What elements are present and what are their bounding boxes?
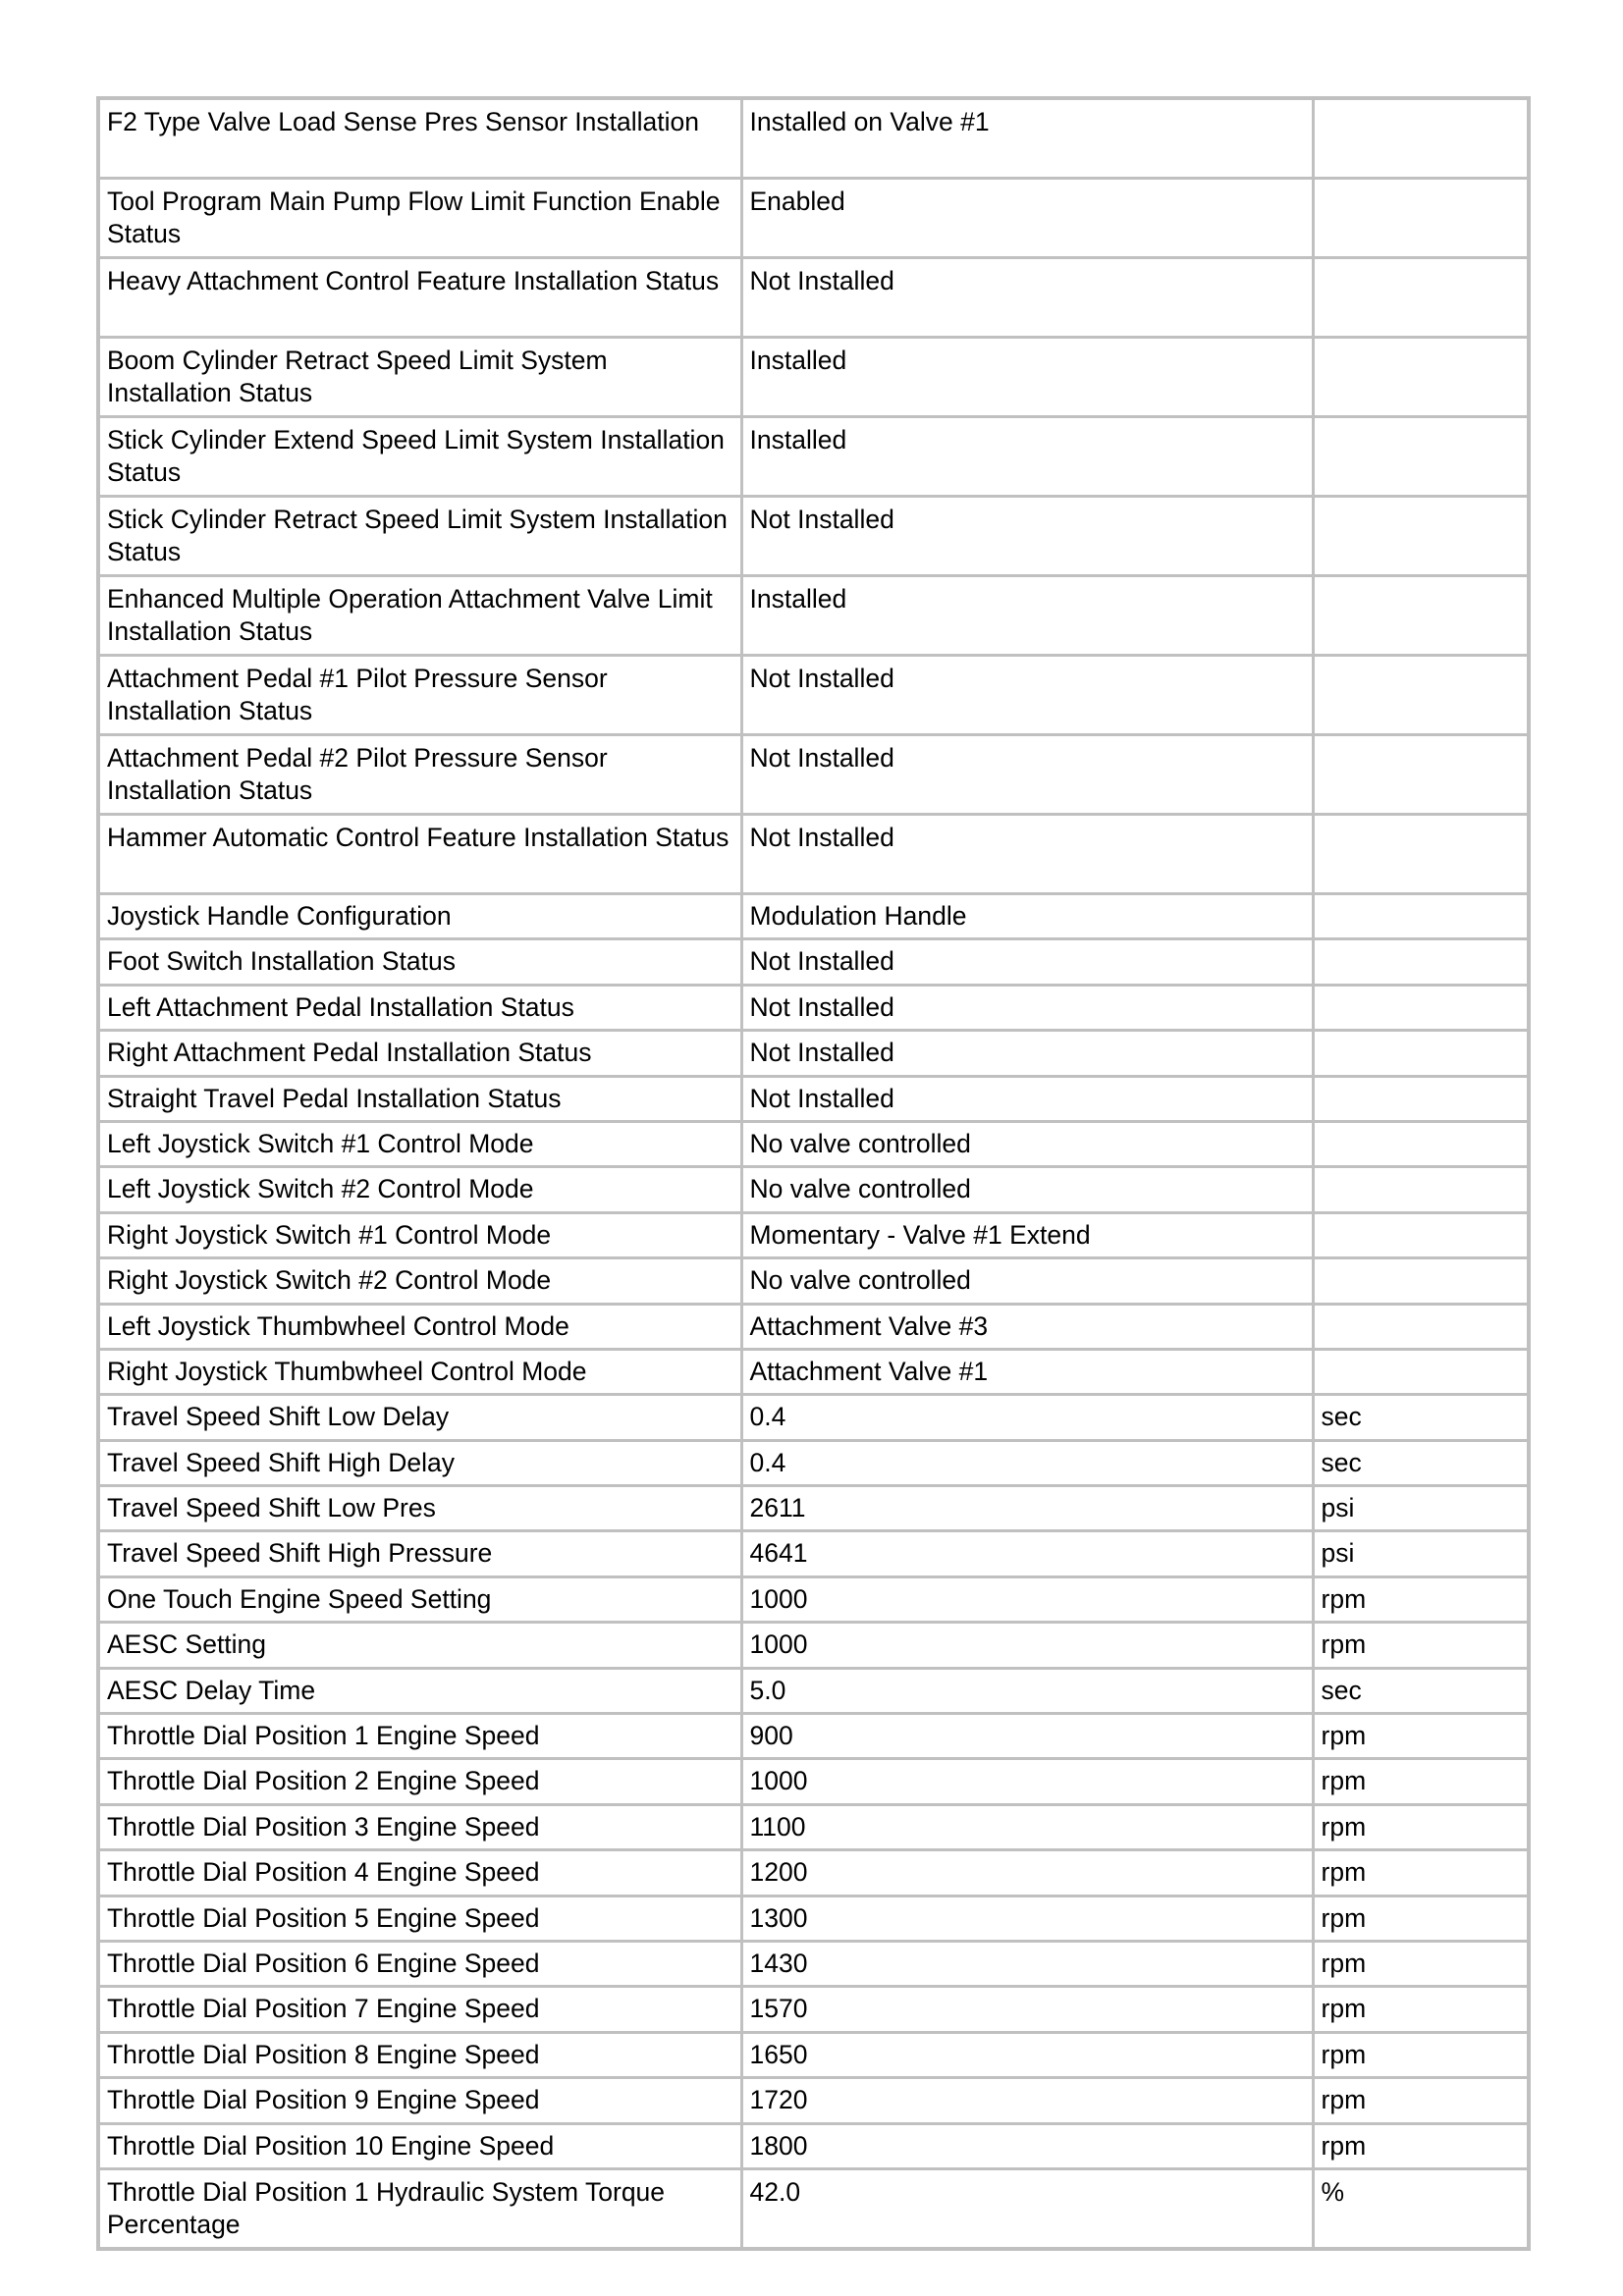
- parameter-value: 2611: [741, 1486, 1313, 1531]
- parameter-unit: [1313, 258, 1529, 338]
- parameter-name: Tool Program Main Pump Flow Limit Function Enable Status: [98, 179, 741, 258]
- table-row: [98, 656, 1529, 735]
- parameter-unit: [1313, 1304, 1529, 1349]
- parameter-name: Straight Travel Pedal Installation Status: [98, 1076, 741, 1121]
- parameter-value: Momentary - Valve #1 Extend: [741, 1212, 1313, 1257]
- parameter-unit: [1313, 735, 1529, 815]
- table-row: [98, 1121, 1529, 1166]
- parameter-value: 900: [741, 1714, 1313, 1759]
- table-row: [98, 1304, 1529, 1349]
- parameter-value: No valve controlled: [741, 1121, 1313, 1166]
- parameter-unit: psi: [1313, 1486, 1529, 1531]
- parameter-unit: sec: [1313, 1440, 1529, 1485]
- table-row: [98, 1031, 1529, 1076]
- table-row: [98, 417, 1529, 497]
- parameter-unit: [1313, 1349, 1529, 1394]
- parameter-name: Throttle Dial Position 9 Engine Speed: [98, 2078, 741, 2123]
- parameter-name: Travel Speed Shift Low Pres: [98, 1486, 741, 1531]
- table-row: [98, 1440, 1529, 1485]
- parameter-name: Hammer Automatic Control Feature Installation Status: [98, 815, 741, 894]
- table-row: [98, 2032, 1529, 2077]
- parameter-name: One Touch Engine Speed Setting: [98, 1576, 741, 1622]
- parameter-unit: [1313, 576, 1529, 656]
- parameter-unit: [1313, 179, 1529, 258]
- parameter-name: Throttle Dial Position 4 Engine Speed: [98, 1850, 741, 1896]
- parameter-unit: rpm: [1313, 2032, 1529, 2077]
- parameter-unit: [1313, 98, 1529, 179]
- parameter-name: Right Joystick Switch #2 Control Mode: [98, 1258, 741, 1304]
- parameter-unit: [1313, 656, 1529, 735]
- table-row: [98, 1258, 1529, 1304]
- table-row: [98, 1896, 1529, 1941]
- parameter-unit: [1313, 939, 1529, 985]
- table-row: [98, 497, 1529, 576]
- parameter-name: Throttle Dial Position 10 Engine Speed: [98, 2123, 741, 2168]
- parameter-name: Throttle Dial Position 6 Engine Speed: [98, 1941, 741, 1986]
- parameter-unit: [1313, 894, 1529, 939]
- parameter-name: Left Attachment Pedal Installation Status: [98, 985, 741, 1030]
- parameter-name: Right Joystick Switch #1 Control Mode: [98, 1212, 741, 1257]
- parameter-value: Modulation Handle: [741, 894, 1313, 939]
- parameter-name: Travel Speed Shift Low Delay: [98, 1395, 741, 1440]
- parameter-value: 1000: [741, 1623, 1313, 1668]
- parameter-value: 1430: [741, 1941, 1313, 1986]
- parameter-unit: [1313, 1076, 1529, 1121]
- parameter-unit: sec: [1313, 1395, 1529, 1440]
- parameter-unit: [1313, 1121, 1529, 1166]
- table-row: [98, 2123, 1529, 2168]
- table-row: [98, 1987, 1529, 2032]
- parameter-name: AESC Delay Time: [98, 1668, 741, 1713]
- parameter-unit: sec: [1313, 1668, 1529, 1713]
- table-row: [98, 1804, 1529, 1849]
- parameter-unit: [1313, 417, 1529, 497]
- table-row: [98, 1850, 1529, 1896]
- parameter-name: Right Joystick Thumbwheel Control Mode: [98, 1349, 741, 1394]
- parameter-name: Left Joystick Thumbwheel Control Mode: [98, 1304, 741, 1349]
- parameter-name: F2 Type Valve Load Sense Pres Sensor Installation: [98, 98, 741, 179]
- table-row: [98, 939, 1529, 985]
- parameter-unit: rpm: [1313, 1759, 1529, 1804]
- parameter-unit: rpm: [1313, 1576, 1529, 1622]
- parameter-value: 1570: [741, 1987, 1313, 2032]
- table-row: [98, 1486, 1529, 1531]
- parameter-value: Installed: [741, 576, 1313, 656]
- parameter-value: Not Installed: [741, 735, 1313, 815]
- table-row: [98, 1395, 1529, 1440]
- parameter-name: Heavy Attachment Control Feature Installation Status: [98, 258, 741, 338]
- parameter-unit: psi: [1313, 1531, 1529, 1576]
- table-row: [98, 2168, 1529, 2249]
- parameter-name: Enhanced Multiple Operation Attachment Valve Limit Installation Status: [98, 576, 741, 656]
- table-row: [98, 735, 1529, 815]
- parameter-name: Foot Switch Installation Status: [98, 939, 741, 985]
- parameter-name: Throttle Dial Position 1 Engine Speed: [98, 1714, 741, 1759]
- table-row: [98, 1668, 1529, 1713]
- parameter-value: Not Installed: [741, 497, 1313, 576]
- table-row: [98, 576, 1529, 656]
- parameter-value: 1720: [741, 2078, 1313, 2123]
- parameter-value: Not Installed: [741, 1031, 1313, 1076]
- parameter-value: 0.4: [741, 1395, 1313, 1440]
- parameter-unit: rpm: [1313, 1896, 1529, 1941]
- table-row: [98, 1167, 1529, 1212]
- parameter-name: Boom Cylinder Retract Speed Limit System Installation Status: [98, 338, 741, 417]
- parameter-name: Throttle Dial Position 1 Hydraulic System Torque Percentage: [98, 2168, 741, 2249]
- parameter-unit: rpm: [1313, 2123, 1529, 2168]
- parameter-value: Not Installed: [741, 1076, 1313, 1121]
- parameter-value: 5.0: [741, 1668, 1313, 1713]
- parameter-value: 0.4: [741, 1440, 1313, 1485]
- table-row: [98, 1941, 1529, 1986]
- parameter-unit: [1313, 497, 1529, 576]
- parameter-name: Throttle Dial Position 3 Engine Speed: [98, 1804, 741, 1849]
- parameter-value: 4641: [741, 1531, 1313, 1576]
- parameter-value: Enabled: [741, 179, 1313, 258]
- parameter-value: 1200: [741, 1850, 1313, 1896]
- table-row: [98, 894, 1529, 939]
- parameter-name: Throttle Dial Position 7 Engine Speed: [98, 1987, 741, 2032]
- parameter-unit: [1313, 1212, 1529, 1257]
- parameter-value: Installed on Valve #1: [741, 98, 1313, 179]
- parameter-name: Right Attachment Pedal Installation Status: [98, 1031, 741, 1076]
- parameter-unit: rpm: [1313, 1714, 1529, 1759]
- parameter-value: 42.0: [741, 2168, 1313, 2249]
- table-row: [98, 179, 1529, 258]
- parameter-unit: rpm: [1313, 1623, 1529, 1668]
- parameter-value: 1000: [741, 1576, 1313, 1622]
- parameter-unit: [1313, 1258, 1529, 1304]
- table-row: [98, 1212, 1529, 1257]
- parameter-unit: rpm: [1313, 1987, 1529, 2032]
- parameter-unit: %: [1313, 2168, 1529, 2249]
- table-row: [98, 1531, 1529, 1576]
- table-row: [98, 1576, 1529, 1622]
- parameter-unit: [1313, 338, 1529, 417]
- parameter-value: Not Installed: [741, 258, 1313, 338]
- parameter-value: 1000: [741, 1759, 1313, 1804]
- parameter-name: Stick Cylinder Extend Speed Limit System Installation Status: [98, 417, 741, 497]
- parameter-name: Throttle Dial Position 8 Engine Speed: [98, 2032, 741, 2077]
- parameter-value: Not Installed: [741, 656, 1313, 735]
- parameter-unit: rpm: [1313, 1804, 1529, 1849]
- parameter-unit: rpm: [1313, 1941, 1529, 1986]
- parameter-value: Attachment Valve #3: [741, 1304, 1313, 1349]
- table-row: [98, 1623, 1529, 1668]
- parameter-value: 1100: [741, 1804, 1313, 1849]
- parameter-name: Stick Cylinder Retract Speed Limit System Installation Status: [98, 497, 741, 576]
- parameter-unit: [1313, 985, 1529, 1030]
- parameter-unit: [1313, 1167, 1529, 1212]
- table-row: [98, 258, 1529, 338]
- parameter-name: Left Joystick Switch #2 Control Mode: [98, 1167, 741, 1212]
- parameter-value: 1650: [741, 2032, 1313, 2077]
- table-row: [98, 1349, 1529, 1394]
- table-row: [98, 98, 1529, 179]
- parameter-name: Attachment Pedal #2 Pilot Pressure Sensor Installation Status: [98, 735, 741, 815]
- parameter-table: [96, 96, 1531, 2251]
- parameter-value: No valve controlled: [741, 1258, 1313, 1304]
- parameter-value: 1800: [741, 2123, 1313, 2168]
- parameter-unit: [1313, 1031, 1529, 1076]
- parameter-unit: rpm: [1313, 2078, 1529, 2123]
- parameter-value: Installed: [741, 417, 1313, 497]
- table-row: [98, 815, 1529, 894]
- parameter-unit: rpm: [1313, 1850, 1529, 1896]
- table-row: [98, 1759, 1529, 1804]
- parameter-value: Not Installed: [741, 985, 1313, 1030]
- parameter-unit: [1313, 815, 1529, 894]
- parameter-value: Attachment Valve #1: [741, 1349, 1313, 1394]
- parameter-name: Throttle Dial Position 2 Engine Speed: [98, 1759, 741, 1804]
- table-row: [98, 985, 1529, 1030]
- parameter-value: 1300: [741, 1896, 1313, 1941]
- parameter-name: Throttle Dial Position 5 Engine Speed: [98, 1896, 741, 1941]
- parameter-value: Not Installed: [741, 939, 1313, 985]
- parameter-name: Travel Speed Shift High Pressure: [98, 1531, 741, 1576]
- table-row: [98, 2078, 1529, 2123]
- table-row: [98, 1076, 1529, 1121]
- parameter-value: No valve controlled: [741, 1167, 1313, 1212]
- parameter-name: AESC Setting: [98, 1623, 741, 1668]
- parameter-name: Left Joystick Switch #1 Control Mode: [98, 1121, 741, 1166]
- parameter-name: Joystick Handle Configuration: [98, 894, 741, 939]
- table-row: [98, 1714, 1529, 1759]
- parameter-name: Attachment Pedal #1 Pilot Pressure Sensor Installation Status: [98, 656, 741, 735]
- table-row: [98, 338, 1529, 417]
- parameter-value: Installed: [741, 338, 1313, 417]
- parameter-value: Not Installed: [741, 815, 1313, 894]
- parameter-name: Travel Speed Shift High Delay: [98, 1440, 741, 1485]
